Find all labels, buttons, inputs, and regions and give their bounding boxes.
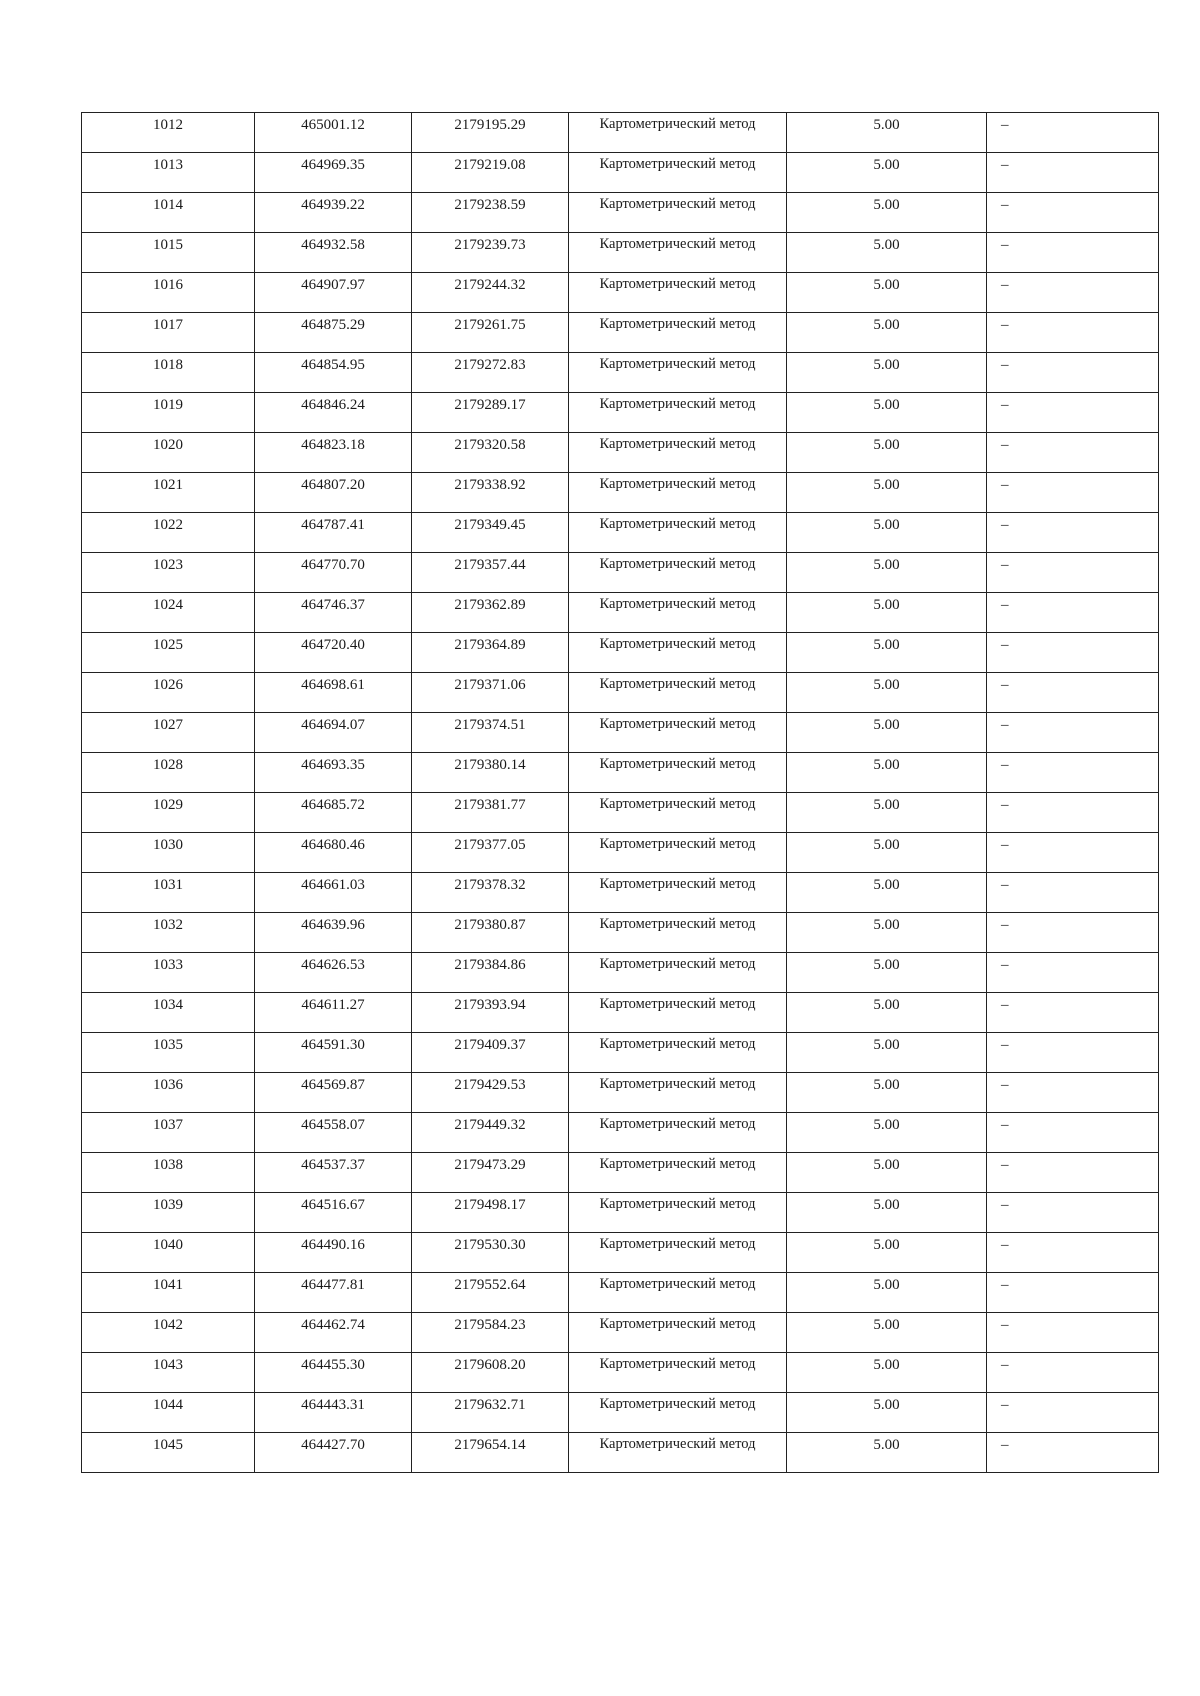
point-number-cell: 1023 [82, 553, 255, 593]
table-row [82, 913, 1159, 953]
coordinate-y-cell: 2179530.30 [412, 1233, 569, 1273]
coordinate-y-cell: 2179364.89 [412, 633, 569, 673]
accuracy-cell: 5.00 [787, 1113, 987, 1153]
point-number-cell: 1018 [82, 353, 255, 393]
coordinate-x-cell: 464569.87 [255, 1073, 412, 1113]
accuracy-cell: 5.00 [787, 673, 987, 713]
method-cell: Картометрический метод [569, 233, 787, 273]
table-row [82, 713, 1159, 753]
table-row [82, 1273, 1159, 1313]
mark-cell: – [987, 1353, 1159, 1393]
method-cell: Картометрический метод [569, 593, 787, 633]
coordinate-x-cell: 464770.70 [255, 553, 412, 593]
coordinate-y-cell: 2179289.17 [412, 393, 569, 433]
coordinate-x-cell: 464490.16 [255, 1233, 412, 1273]
point-number-cell: 1040 [82, 1233, 255, 1273]
coordinate-x-cell: 464685.72 [255, 793, 412, 833]
table-row [82, 753, 1159, 793]
accuracy-cell: 5.00 [787, 1273, 987, 1313]
coordinate-y-cell: 2179261.75 [412, 313, 569, 353]
coordinate-y-cell: 2179244.32 [412, 273, 569, 313]
mark-cell: – [987, 833, 1159, 873]
point-number-cell: 1035 [82, 1033, 255, 1073]
method-cell: Картометрический метод [569, 193, 787, 233]
table-row [82, 673, 1159, 713]
method-cell: Картометрический метод [569, 1193, 787, 1233]
coordinate-y-cell: 2179378.32 [412, 873, 569, 913]
method-cell: Картометрический метод [569, 913, 787, 953]
point-number-cell: 1016 [82, 273, 255, 313]
coordinate-x-cell: 464443.31 [255, 1393, 412, 1433]
coordinate-x-cell: 464611.27 [255, 993, 412, 1033]
coordinate-y-cell: 2179195.29 [412, 113, 569, 153]
coordinate-y-cell: 2179654.14 [412, 1433, 569, 1473]
point-number-cell: 1025 [82, 633, 255, 673]
table-row [82, 273, 1159, 313]
method-cell: Картометрический метод [569, 433, 787, 473]
coordinate-x-cell: 464807.20 [255, 473, 412, 513]
point-number-cell: 1036 [82, 1073, 255, 1113]
coordinate-x-cell: 464698.61 [255, 673, 412, 713]
mark-cell: – [987, 353, 1159, 393]
accuracy-cell: 5.00 [787, 193, 987, 233]
point-number-cell: 1038 [82, 1153, 255, 1193]
method-cell: Картометрический метод [569, 113, 787, 153]
coordinate-x-cell: 464720.40 [255, 633, 412, 673]
mark-cell: – [987, 913, 1159, 953]
mark-cell: – [987, 113, 1159, 153]
accuracy-cell: 5.00 [787, 713, 987, 753]
accuracy-cell: 5.00 [787, 1233, 987, 1273]
method-cell: Картометрический метод [569, 1273, 787, 1313]
accuracy-cell: 5.00 [787, 113, 987, 153]
table-row [82, 633, 1159, 673]
accuracy-cell: 5.00 [787, 953, 987, 993]
coordinate-y-cell: 2179338.92 [412, 473, 569, 513]
mark-cell: – [987, 1313, 1159, 1353]
method-cell: Картометрический метод [569, 1113, 787, 1153]
method-cell: Картометрический метод [569, 1433, 787, 1473]
coordinate-y-cell: 2179608.20 [412, 1353, 569, 1393]
accuracy-cell: 5.00 [787, 1313, 987, 1353]
accuracy-cell: 5.00 [787, 233, 987, 273]
method-cell: Картометрический метод [569, 313, 787, 353]
table-row [82, 1153, 1159, 1193]
method-cell: Картометрический метод [569, 753, 787, 793]
point-number-cell: 1019 [82, 393, 255, 433]
method-cell: Картометрический метод [569, 953, 787, 993]
mark-cell: – [987, 433, 1159, 473]
point-number-cell: 1012 [82, 113, 255, 153]
mark-cell: – [987, 513, 1159, 553]
point-number-cell: 1045 [82, 1433, 255, 1473]
mark-cell: – [987, 473, 1159, 513]
mark-cell: – [987, 153, 1159, 193]
coordinate-x-cell: 464694.07 [255, 713, 412, 753]
table-row [82, 1393, 1159, 1433]
method-cell: Картометрический метод [569, 1073, 787, 1113]
accuracy-cell: 5.00 [787, 873, 987, 913]
accuracy-cell: 5.00 [787, 313, 987, 353]
coordinate-x-cell: 464626.53 [255, 953, 412, 993]
mark-cell: – [987, 633, 1159, 673]
point-number-cell: 1033 [82, 953, 255, 993]
coordinate-y-cell: 2179552.64 [412, 1273, 569, 1313]
mark-cell: – [987, 1433, 1159, 1473]
method-cell: Картометрический метод [569, 153, 787, 193]
coordinate-x-cell: 464846.24 [255, 393, 412, 433]
mark-cell: – [987, 793, 1159, 833]
coordinate-y-cell: 2179320.58 [412, 433, 569, 473]
point-number-cell: 1021 [82, 473, 255, 513]
table-row [82, 193, 1159, 233]
coordinate-x-cell: 464939.22 [255, 193, 412, 233]
point-number-cell: 1022 [82, 513, 255, 553]
coordinates-table-body [82, 113, 1159, 1473]
point-number-cell: 1013 [82, 153, 255, 193]
mark-cell: – [987, 393, 1159, 433]
table-row [82, 393, 1159, 433]
point-number-cell: 1015 [82, 233, 255, 273]
method-cell: Картометрический метод [569, 873, 787, 913]
mark-cell: – [987, 193, 1159, 233]
method-cell: Картометрический метод [569, 1033, 787, 1073]
coordinate-x-cell: 464932.58 [255, 233, 412, 273]
table-row [82, 473, 1159, 513]
mark-cell: – [987, 1153, 1159, 1193]
method-cell: Картометрический метод [569, 1313, 787, 1353]
accuracy-cell: 5.00 [787, 833, 987, 873]
accuracy-cell: 5.00 [787, 153, 987, 193]
coordinate-y-cell: 2179498.17 [412, 1193, 569, 1233]
method-cell: Картометрический метод [569, 393, 787, 433]
table-row [82, 113, 1159, 153]
table-row [82, 1113, 1159, 1153]
mark-cell: – [987, 593, 1159, 633]
method-cell: Картометрический метод [569, 473, 787, 513]
coordinate-x-cell: 464427.70 [255, 1433, 412, 1473]
accuracy-cell: 5.00 [787, 793, 987, 833]
table-row [82, 353, 1159, 393]
mark-cell: – [987, 1273, 1159, 1313]
table-row [82, 593, 1159, 633]
accuracy-cell: 5.00 [787, 393, 987, 433]
coordinate-y-cell: 2179219.08 [412, 153, 569, 193]
table-row [82, 1193, 1159, 1233]
accuracy-cell: 5.00 [787, 1393, 987, 1433]
method-cell: Картометрический метод [569, 1393, 787, 1433]
coordinate-y-cell: 2179377.05 [412, 833, 569, 873]
table-row [82, 833, 1159, 873]
coordinate-y-cell: 2179374.51 [412, 713, 569, 753]
coordinate-y-cell: 2179239.73 [412, 233, 569, 273]
coordinate-x-cell: 464537.37 [255, 1153, 412, 1193]
point-number-cell: 1024 [82, 593, 255, 633]
accuracy-cell: 5.00 [787, 1433, 987, 1473]
table-row [82, 1233, 1159, 1273]
coordinate-y-cell: 2179381.77 [412, 793, 569, 833]
method-cell: Картометрический метод [569, 353, 787, 393]
coordinate-x-cell: 464639.96 [255, 913, 412, 953]
table-row [82, 513, 1159, 553]
point-number-cell: 1028 [82, 753, 255, 793]
coordinate-y-cell: 2179380.87 [412, 913, 569, 953]
mark-cell: – [987, 313, 1159, 353]
method-cell: Картометрический метод [569, 633, 787, 673]
point-number-cell: 1026 [82, 673, 255, 713]
coordinate-y-cell: 2179357.44 [412, 553, 569, 593]
point-number-cell: 1032 [82, 913, 255, 953]
coordinate-x-cell: 464558.07 [255, 1113, 412, 1153]
mark-cell: – [987, 713, 1159, 753]
table-row [82, 993, 1159, 1033]
mark-cell: – [987, 1073, 1159, 1113]
point-number-cell: 1031 [82, 873, 255, 913]
coordinate-y-cell: 2179429.53 [412, 1073, 569, 1113]
table-row [82, 233, 1159, 273]
mark-cell: – [987, 1113, 1159, 1153]
accuracy-cell: 5.00 [787, 473, 987, 513]
mark-cell: – [987, 673, 1159, 713]
table-row [82, 793, 1159, 833]
coordinate-x-cell: 464907.97 [255, 273, 412, 313]
coordinate-y-cell: 2179632.71 [412, 1393, 569, 1433]
accuracy-cell: 5.00 [787, 913, 987, 953]
method-cell: Картометрический метод [569, 553, 787, 593]
accuracy-cell: 5.00 [787, 1153, 987, 1193]
coordinate-y-cell: 2179272.83 [412, 353, 569, 393]
method-cell: Картометрический метод [569, 833, 787, 873]
method-cell: Картометрический метод [569, 1353, 787, 1393]
point-number-cell: 1044 [82, 1393, 255, 1433]
accuracy-cell: 5.00 [787, 433, 987, 473]
accuracy-cell: 5.00 [787, 353, 987, 393]
coordinate-x-cell: 464875.29 [255, 313, 412, 353]
mark-cell: – [987, 1193, 1159, 1233]
point-number-cell: 1029 [82, 793, 255, 833]
coordinate-y-cell: 2179449.32 [412, 1113, 569, 1153]
accuracy-cell: 5.00 [787, 1073, 987, 1113]
mark-cell: – [987, 753, 1159, 793]
coordinate-y-cell: 2179238.59 [412, 193, 569, 233]
point-number-cell: 1017 [82, 313, 255, 353]
accuracy-cell: 5.00 [787, 553, 987, 593]
coordinate-x-cell: 464854.95 [255, 353, 412, 393]
coordinate-x-cell: 464661.03 [255, 873, 412, 913]
accuracy-cell: 5.00 [787, 1033, 987, 1073]
coordinate-y-cell: 2179393.94 [412, 993, 569, 1033]
coordinate-x-cell: 464680.46 [255, 833, 412, 873]
coordinate-x-cell: 464787.41 [255, 513, 412, 553]
mark-cell: – [987, 1393, 1159, 1433]
method-cell: Картометрический метод [569, 793, 787, 833]
method-cell: Картометрический метод [569, 513, 787, 553]
table-row [82, 1033, 1159, 1073]
accuracy-cell: 5.00 [787, 1193, 987, 1233]
table-row [82, 1073, 1159, 1113]
accuracy-cell: 5.00 [787, 593, 987, 633]
coordinates-table [81, 112, 1159, 1473]
coordinate-y-cell: 2179409.37 [412, 1033, 569, 1073]
mark-cell: – [987, 553, 1159, 593]
coordinate-x-cell: 464591.30 [255, 1033, 412, 1073]
coordinate-x-cell: 464455.30 [255, 1353, 412, 1393]
point-number-cell: 1034 [82, 993, 255, 1033]
accuracy-cell: 5.00 [787, 633, 987, 673]
table-row [82, 433, 1159, 473]
accuracy-cell: 5.00 [787, 753, 987, 793]
coordinate-x-cell: 464746.37 [255, 593, 412, 633]
table-row [82, 873, 1159, 913]
coordinate-x-cell: 464516.67 [255, 1193, 412, 1233]
coordinate-x-cell: 464693.35 [255, 753, 412, 793]
table-row [82, 553, 1159, 593]
mark-cell: – [987, 993, 1159, 1033]
point-number-cell: 1027 [82, 713, 255, 753]
point-number-cell: 1041 [82, 1273, 255, 1313]
coordinate-x-cell: 464462.74 [255, 1313, 412, 1353]
mark-cell: – [987, 873, 1159, 913]
table-row [82, 1353, 1159, 1393]
mark-cell: – [987, 233, 1159, 273]
coordinate-y-cell: 2179349.45 [412, 513, 569, 553]
table-row [82, 1313, 1159, 1353]
coordinate-y-cell: 2179371.06 [412, 673, 569, 713]
coordinate-x-cell: 465001.12 [255, 113, 412, 153]
point-number-cell: 1037 [82, 1113, 255, 1153]
accuracy-cell: 5.00 [787, 273, 987, 313]
coordinate-y-cell: 2179362.89 [412, 593, 569, 633]
method-cell: Картометрический метод [569, 273, 787, 313]
accuracy-cell: 5.00 [787, 1353, 987, 1393]
accuracy-cell: 5.00 [787, 993, 987, 1033]
coordinate-y-cell: 2179384.86 [412, 953, 569, 993]
method-cell: Картометрический метод [569, 1233, 787, 1273]
point-number-cell: 1039 [82, 1193, 255, 1233]
point-number-cell: 1030 [82, 833, 255, 873]
mark-cell: – [987, 1033, 1159, 1073]
table-row [82, 153, 1159, 193]
mark-cell: – [987, 273, 1159, 313]
table-row [82, 313, 1159, 353]
method-cell: Картометрический метод [569, 673, 787, 713]
point-number-cell: 1042 [82, 1313, 255, 1353]
table-row [82, 953, 1159, 993]
mark-cell: – [987, 953, 1159, 993]
coordinate-x-cell: 464823.18 [255, 433, 412, 473]
coordinate-y-cell: 2179473.29 [412, 1153, 569, 1193]
coordinate-x-cell: 464969.35 [255, 153, 412, 193]
point-number-cell: 1020 [82, 433, 255, 473]
point-number-cell: 1043 [82, 1353, 255, 1393]
coordinate-y-cell: 2179380.14 [412, 753, 569, 793]
method-cell: Картометрический метод [569, 713, 787, 753]
method-cell: Картометрический метод [569, 993, 787, 1033]
table-row [82, 1433, 1159, 1473]
accuracy-cell: 5.00 [787, 513, 987, 553]
coordinate-y-cell: 2179584.23 [412, 1313, 569, 1353]
method-cell: Картометрический метод [569, 1153, 787, 1193]
mark-cell: – [987, 1233, 1159, 1273]
point-number-cell: 1014 [82, 193, 255, 233]
coordinate-x-cell: 464477.81 [255, 1273, 412, 1313]
